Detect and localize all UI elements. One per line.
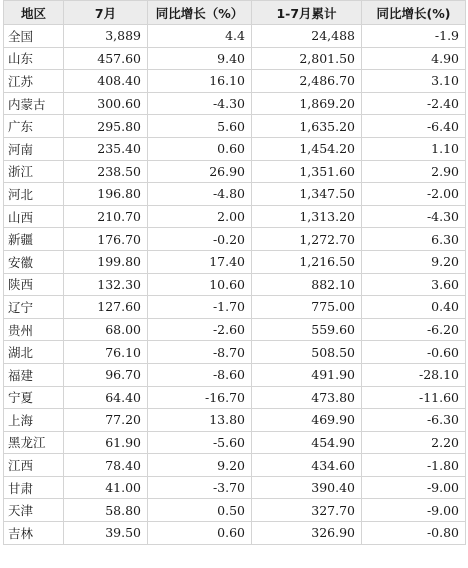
- table-row: [4, 273, 466, 296]
- region-cell: 辽宁: [4, 296, 64, 319]
- cumulative-value-cell: 1,454.20: [252, 137, 362, 160]
- cumulative-value-cell: 454.90: [252, 431, 362, 454]
- july-yoy-cell: -4.80: [148, 183, 252, 206]
- july-yoy-cell: 2.00: [148, 205, 252, 228]
- july-value-cell: 199.80: [64, 250, 148, 273]
- cumulative-value-cell: 882.10: [252, 273, 362, 296]
- july-value-cell: 457.60: [64, 47, 148, 70]
- table-row: [4, 476, 466, 499]
- cumulative-value-cell: 1,313.20: [252, 205, 362, 228]
- region-cell: 安徽: [4, 250, 64, 273]
- cumulative-value-cell: 559.60: [252, 318, 362, 341]
- cumulative-yoy-cell: -2.00: [362, 183, 466, 206]
- july-yoy-cell: -4.30: [148, 92, 252, 115]
- july-value-cell: 96.70: [64, 363, 148, 386]
- july-yoy-cell: -8.70: [148, 341, 252, 364]
- july-yoy-cell: 16.10: [148, 70, 252, 93]
- july-value-cell: 64.40: [64, 386, 148, 409]
- region-cell: 福建: [4, 363, 64, 386]
- table-row: [4, 47, 466, 70]
- cumulative-value-cell: 1,635.20: [252, 115, 362, 138]
- july-value-cell: 61.90: [64, 431, 148, 454]
- july-yoy-cell: 0.60: [148, 137, 252, 160]
- july-yoy-cell: -1.70: [148, 296, 252, 319]
- cumulative-yoy-cell: -6.30: [362, 409, 466, 432]
- region-cell: 全国: [4, 25, 64, 48]
- table-body: [4, 25, 466, 545]
- cumulative-yoy-cell: -1.80: [362, 454, 466, 477]
- header-row: [4, 1, 466, 25]
- table-row: [4, 363, 466, 386]
- july-value-cell: 68.00: [64, 318, 148, 341]
- table-row: [4, 318, 466, 341]
- region-cell: 黑龙江: [4, 431, 64, 454]
- region-cell: 宁夏: [4, 386, 64, 409]
- july-yoy-cell: 0.50: [148, 499, 252, 522]
- cumulative-value-cell: 1,216.50: [252, 250, 362, 273]
- table-row: [4, 70, 466, 93]
- region-cell: 河南: [4, 137, 64, 160]
- cumulative-yoy-cell: -9.00: [362, 499, 466, 522]
- region-cell: 陕西: [4, 273, 64, 296]
- july-yoy-cell: -8.60: [148, 363, 252, 386]
- cumulative-yoy-cell: -4.30: [362, 205, 466, 228]
- july-value-cell: 39.50: [64, 522, 148, 545]
- july-yoy-cell: -2.60: [148, 318, 252, 341]
- cumulative-yoy-cell: -2.40: [362, 92, 466, 115]
- region-cell: 广东: [4, 115, 64, 138]
- table-row: [4, 296, 466, 319]
- table-row: [4, 431, 466, 454]
- july-value-cell: 235.40: [64, 137, 148, 160]
- region-cell: 贵州: [4, 318, 64, 341]
- cumulative-yoy-cell: 1.10: [362, 137, 466, 160]
- cumulative-value-cell: 390.40: [252, 476, 362, 499]
- july-value-cell: 295.80: [64, 115, 148, 138]
- july-yoy-cell: 13.80: [148, 409, 252, 432]
- cumulative-yoy-cell: 2.90: [362, 160, 466, 183]
- table-row: [4, 499, 466, 522]
- july-value-cell: 300.60: [64, 92, 148, 115]
- cumulative-value-cell: 1,351.60: [252, 160, 362, 183]
- region-cell: 吉林: [4, 522, 64, 545]
- table-row: [4, 522, 466, 545]
- july-yoy-cell: -0.20: [148, 228, 252, 251]
- cumulative-yoy-cell: 2.20: [362, 431, 466, 454]
- cumulative-yoy-cell: 9.20: [362, 250, 466, 273]
- cumulative-value-cell: 508.50: [252, 341, 362, 364]
- cumulative-yoy-cell: -9.00: [362, 476, 466, 499]
- cumulative-yoy-cell: -28.10: [362, 363, 466, 386]
- july-yoy-cell: 10.60: [148, 273, 252, 296]
- table-row: [4, 115, 466, 138]
- cumulative-value-cell: 24,488: [252, 25, 362, 48]
- cumulative-value-cell: 2,801.50: [252, 47, 362, 70]
- july-yoy-cell: 26.90: [148, 160, 252, 183]
- july-value-cell: 210.70: [64, 205, 148, 228]
- july-yoy-cell: 4.4: [148, 25, 252, 48]
- table-row: [4, 454, 466, 477]
- july-value-cell: 41.00: [64, 476, 148, 499]
- cumulative-value-cell: 326.90: [252, 522, 362, 545]
- july-value-cell: 127.60: [64, 296, 148, 319]
- cumulative-yoy-cell: 4.90: [362, 47, 466, 70]
- region-cell: 山西: [4, 205, 64, 228]
- region-cell: 山东: [4, 47, 64, 70]
- cumulative-yoy-cell: 6.30: [362, 228, 466, 251]
- july-yoy-cell: -3.70: [148, 476, 252, 499]
- table-row: [4, 250, 466, 273]
- july-yoy-cell: -16.70: [148, 386, 252, 409]
- header-july: 7月: [64, 1, 148, 25]
- july-value-cell: 77.20: [64, 409, 148, 432]
- cumulative-yoy-cell: -0.60: [362, 341, 466, 364]
- july-yoy-cell: 9.40: [148, 47, 252, 70]
- cumulative-yoy-cell: 3.60: [362, 273, 466, 296]
- cumulative-value-cell: 491.90: [252, 363, 362, 386]
- july-value-cell: 408.40: [64, 70, 148, 93]
- cumulative-yoy-cell: -6.40: [362, 115, 466, 138]
- region-cell: 湖北: [4, 341, 64, 364]
- table-row: [4, 25, 466, 48]
- table-row: [4, 137, 466, 160]
- july-yoy-cell: 17.40: [148, 250, 252, 273]
- region-cell: 甘肃: [4, 476, 64, 499]
- table-row: [4, 92, 466, 115]
- cumulative-value-cell: 2,486.70: [252, 70, 362, 93]
- july-value-cell: 196.80: [64, 183, 148, 206]
- header-region: 地区: [4, 1, 64, 25]
- cumulative-yoy-cell: 3.10: [362, 70, 466, 93]
- table-row: [4, 205, 466, 228]
- header-jan-jul-yoy: 同比增长(%): [362, 1, 466, 25]
- table-row: [4, 386, 466, 409]
- july-yoy-cell: -5.60: [148, 431, 252, 454]
- table-row: [4, 183, 466, 206]
- region-cell: 江西: [4, 454, 64, 477]
- region-cell: 新疆: [4, 228, 64, 251]
- cumulative-value-cell: 434.60: [252, 454, 362, 477]
- cumulative-value-cell: 775.00: [252, 296, 362, 319]
- cumulative-value-cell: 327.70: [252, 499, 362, 522]
- header-jan-jul-total: 1-7月累计: [252, 1, 362, 25]
- july-yoy-cell: 5.60: [148, 115, 252, 138]
- table-row: [4, 228, 466, 251]
- region-cell: 上海: [4, 409, 64, 432]
- table-row: [4, 409, 466, 432]
- cumulative-value-cell: 1,272.70: [252, 228, 362, 251]
- table-row: [4, 160, 466, 183]
- july-value-cell: 238.50: [64, 160, 148, 183]
- july-value-cell: 78.40: [64, 454, 148, 477]
- cumulative-value-cell: 473.80: [252, 386, 362, 409]
- region-cell: 内蒙古: [4, 92, 64, 115]
- july-yoy-cell: 9.20: [148, 454, 252, 477]
- cumulative-yoy-cell: -0.80: [362, 522, 466, 545]
- july-value-cell: 3,889: [64, 25, 148, 48]
- cumulative-yoy-cell: 0.40: [362, 296, 466, 319]
- cumulative-value-cell: 1,347.50: [252, 183, 362, 206]
- region-cell: 浙江: [4, 160, 64, 183]
- july-value-cell: 76.10: [64, 341, 148, 364]
- july-value-cell: 176.70: [64, 228, 148, 251]
- july-value-cell: 132.30: [64, 273, 148, 296]
- region-cell: 江苏: [4, 70, 64, 93]
- region-cell: 河北: [4, 183, 64, 206]
- cumulative-value-cell: 1,869.20: [252, 92, 362, 115]
- table-row: [4, 341, 466, 364]
- july-value-cell: 58.80: [64, 499, 148, 522]
- header-july-yoy: 同比增长（%）: [148, 1, 252, 25]
- cumulative-yoy-cell: -6.20: [362, 318, 466, 341]
- july-yoy-cell: 0.60: [148, 522, 252, 545]
- region-cell: 天津: [4, 499, 64, 522]
- cumulative-yoy-cell: -1.9: [362, 25, 466, 48]
- cumulative-value-cell: 469.90: [252, 409, 362, 432]
- data-table: [3, 0, 466, 545]
- cumulative-yoy-cell: -11.60: [362, 386, 466, 409]
